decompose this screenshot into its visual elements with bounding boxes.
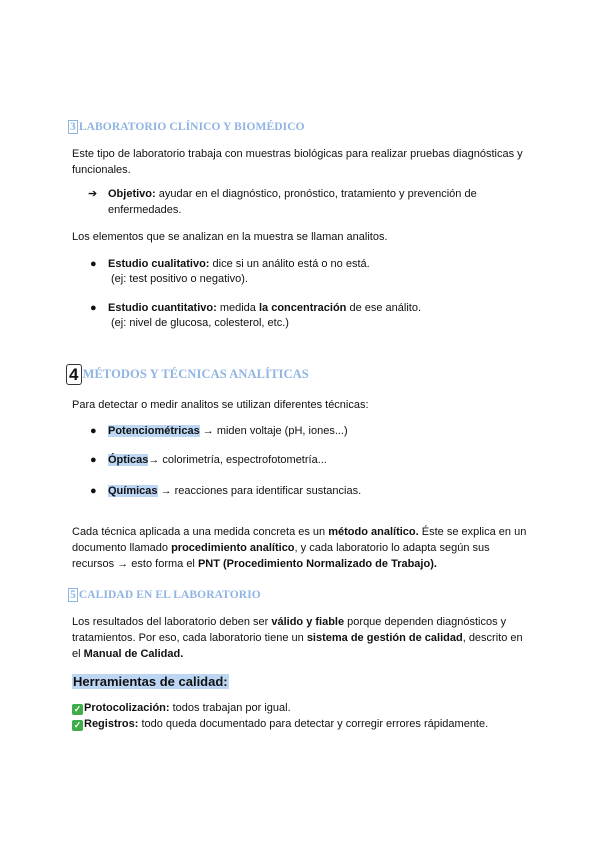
- section-4-heading: [66, 364, 309, 385]
- section-4-intro: Para detectar o medir analitos se utilizan diferentes técnicas:: [72, 399, 369, 411]
- technique-item: [108, 483, 361, 499]
- para-bold: método analítico.: [328, 526, 419, 538]
- para-bold: válido y fiable: [271, 616, 345, 628]
- objective-paragraph: [108, 186, 508, 218]
- quantitative-bold: la concentración: [258, 302, 347, 314]
- section-3-number: 3: [70, 121, 76, 133]
- section-5-number: 5: [70, 589, 76, 601]
- check-icon: ✓: [73, 720, 82, 730]
- tool-label: Protocolización:: [84, 702, 170, 714]
- section-4-title: MÉTODOS Y TÉCNICAS ANALÍTICAS: [82, 367, 309, 381]
- bullet-icon: ●: [90, 425, 97, 437]
- qualitative-label: Estudio cualitativo:: [108, 258, 210, 270]
- section-3-title: LABORATORIO CLÍNICO Y BIOMÉDICO: [78, 121, 305, 133]
- bullet-icon: ●: [90, 302, 97, 314]
- para-bold: PNT (Procedimiento Normalizado de Trabajo).: [197, 558, 437, 570]
- section-4-paragraph: [72, 524, 530, 572]
- section-5-heading: [68, 588, 261, 602]
- section-3-heading: [68, 120, 305, 134]
- quantitative-example: (ej: nivel de glucosa, colesterol, etc.): [111, 317, 289, 329]
- section-5-title: CALIDAD EN EL LABORATORIO: [78, 589, 261, 601]
- tool-label: Registros:: [84, 718, 139, 730]
- para-bold: sistema de gestión de calidad: [306, 632, 463, 644]
- qualitative-item: [108, 256, 528, 272]
- qualitative-text: dice si un análito está o no está.: [209, 258, 370, 270]
- para-text: Los resultados del laboratorio deben ser: [72, 616, 272, 628]
- qualitative-example: (ej: test positivo o negativo).: [111, 273, 248, 285]
- bullet-icon: ●: [90, 485, 97, 497]
- para-bold: Manual de Calidad.: [83, 648, 184, 660]
- objective-label: Objetivo:: [108, 188, 156, 200]
- technique-label: Ópticas: [108, 454, 149, 466]
- para-text: , y cada laboratorio lo adapta según sus recursos → esto forma el: [72, 542, 490, 570]
- quantitative-text-a: medida: [216, 302, 259, 314]
- technique-text: → reacciones para identificar sustancias.: [157, 485, 362, 497]
- para-text: porque dependen diagnósticos y tratamientos. Por eso, cada laboratorio tiene un: [72, 616, 507, 644]
- section-5-paragraph: [72, 614, 530, 662]
- tools-heading: Herramientas de calidad:: [73, 674, 228, 689]
- tool-text: todos trabajan por igual.: [169, 702, 291, 714]
- technique-text: → miden voltaje (pH, iones...): [199, 425, 348, 437]
- tool-item: [72, 700, 542, 716]
- technique-label: Potenciométricas: [108, 425, 200, 437]
- para-text: Cada técnica aplicada a una medida concreta es un: [72, 526, 329, 538]
- technique-item: [108, 452, 327, 468]
- arrow-icon: ➔: [88, 188, 98, 200]
- quantitative-text-b: de ese análito.: [346, 302, 422, 314]
- section-3-intro: Este tipo de laboratorio trabaja con muestras biológicas para realizar pruebas diagnósticas y funcionales.: [72, 148, 523, 176]
- para-text: Éste se explica en un documento llamado: [72, 526, 527, 554]
- tools-heading-wrap: [72, 673, 229, 691]
- section-4-number: 4: [66, 364, 82, 385]
- bullet-icon: ●: [90, 454, 97, 466]
- quantitative-item: [108, 300, 528, 316]
- bullet-icon: ●: [90, 258, 97, 270]
- technique-label: Químicas: [108, 485, 158, 497]
- elements-paragraph: Los elementos que se analizan en la muestra se llaman analitos.: [72, 231, 388, 243]
- para-text: , descrito en el: [72, 632, 523, 660]
- para-bold: procedimiento analítico: [171, 542, 295, 554]
- objective-text: ayudar en el diagnóstico, pronóstico, tratamiento y prevención de enfermedades.: [108, 188, 477, 216]
- tool-item: [72, 716, 542, 732]
- technique-text: → colorimetría, espectrofotometría...: [148, 454, 327, 466]
- technique-item: [108, 423, 348, 439]
- tool-text: todo queda documentado para detectar y corregir errores rápidamente.: [138, 718, 489, 730]
- check-icon: ✓: [73, 704, 82, 714]
- quantitative-label: Estudio cuantitativo:: [108, 302, 217, 314]
